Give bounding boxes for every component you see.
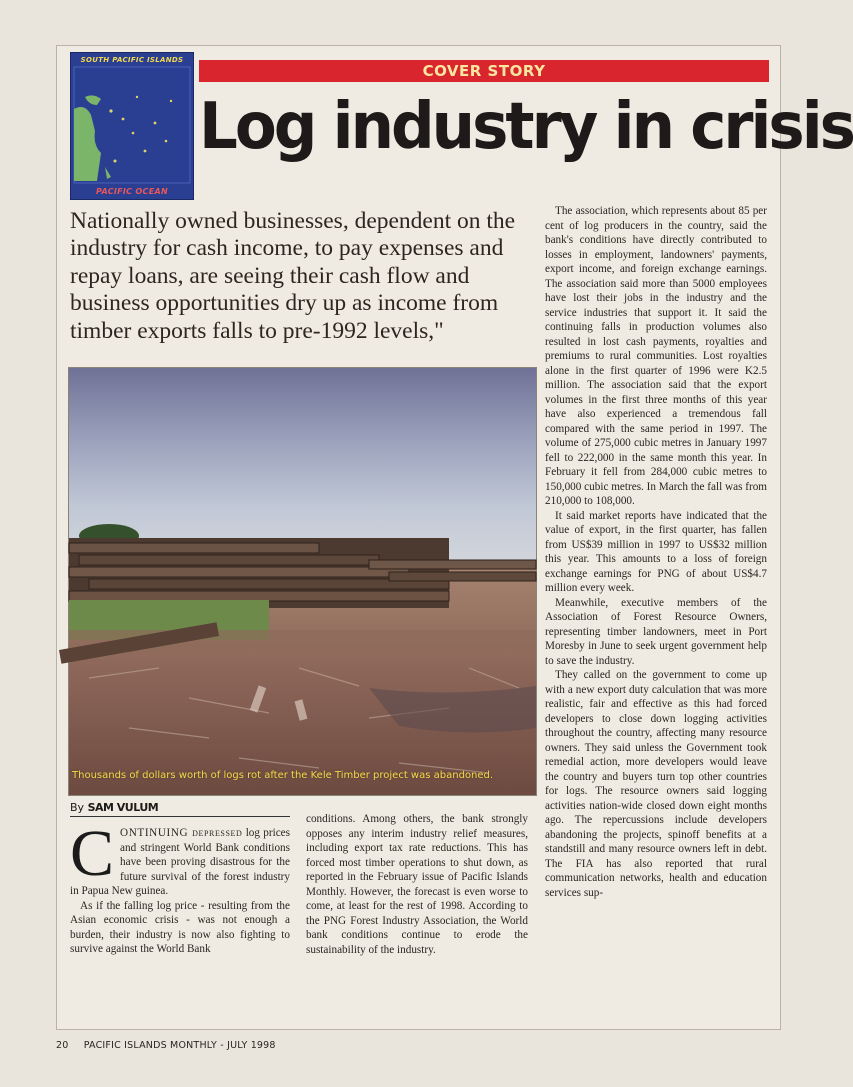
article-column-3 (545, 204, 767, 900)
article-column-1 (70, 817, 290, 957)
headline: Log industry in crisis (199, 89, 853, 164)
page-footer (56, 1040, 276, 1051)
log-pile-photo (68, 367, 537, 796)
drop-cap: C (70, 817, 115, 890)
map-graphic (71, 53, 193, 199)
lead-in: ONTINUING depressed (120, 827, 243, 839)
article-paragraph: The association, which represents about 85 per cent of log producers in the country, said the bank's conditions have directly contributed to losses in employment, landowners' payments, export income, and foreign exchange earnings. The association said more than 5000 employees have lost their jobs in the industry and the service industries that support it. It said the continuing falls in production volumes also resulted in lost cash payments, royalties and premiums to rural communities. Lost royalties alone in the first quarter of 1996 were K2.5 million. The association said that the export volumes in the first three months of this year have also experienced a tremendous fall compared with the same period in 1997. The volume of 275,000 cubic metres in January 1997 fell to 222,000 in the same month this year. In February it fell from 284,000 cubic metres to 150,000 cubic metres. In March the fall was from 210,000 to 108,000. (545, 205, 767, 507)
paragraph-text: log prices and stringent World Bank conditions have been proving disastrous for the future survival of the forest industry in Papua New guinea. (70, 827, 290, 897)
article-paragraph: conditions. Among others, the bank strongly opposes any interim industry relief measures, including export tax rate reductions. This has forced most timber operations to shut down, as reported in the February issue of Pacific Islands Monthly. However, the forecast is even worse to come, at least for the rest of 1998. According to the PNG Forest Industry Association, the World bank conditions continue to erode the sustainability of the industry. (306, 813, 528, 956)
map-bottom-label: PACIFIC OCEAN (96, 187, 168, 196)
byline-prefix: By (70, 801, 85, 814)
article-paragraph: They called on the government to come up with a new export duty calculation that was more realistic, fair and effective as this had forced developers to close down logging activities throughout the country, affecting many resource owners. They said unless the Government took remedial action, more developers would leave the country and buyers turn top other countries for logs. The resource owners said logging activities nation-wide closed down eight months ago. The repercussions include developers abandoning the projects, spinoff benefits at a standstill and many resource owners left in debt. The FIA has also reported that rural communication networks, health and education services sup- (545, 669, 767, 899)
article-paragraph: It said market reports have indicated that the value of export, in the first quarter, has fallen from US$39 million in 1997 to US$32 million this year. This amounts to a loss of foreign exchange earnings for PNG of about US$4.7 million every week. (545, 509, 767, 594)
publication-name: PACIFIC ISLANDS MONTHLY - JULY 1998 (83, 1040, 276, 1051)
photo-graphic (69, 368, 536, 795)
article-paragraph: As if the falling log price - resulting from the Asian economic crisis - was not enough a burden, their industry is now also fighting to survive against the World Bank (70, 899, 290, 955)
photo-caption: Thousands of dollars worth of logs rot after the Kele Timber project was abandoned. (72, 770, 494, 781)
article-paragraph: Meanwhile, executive members of the Association of Forest Resource Owners, representing timber landowners, meet in Port Moresby in June to seek urgent government help to save the industry. (545, 596, 767, 667)
page-number: 20 (56, 1040, 69, 1051)
article-column-2 (306, 812, 528, 957)
map-top-label: SOUTH PACIFIC ISLANDS (80, 56, 184, 64)
byline (70, 801, 290, 817)
section-label: COVER STORY (199, 60, 769, 82)
pacific-map-image (70, 52, 194, 200)
pull-quote: Nationally owned businesses, dependent on the industry for cash income, to pay expenses and repay loans, are seeing their cash flow and business opportunities dry up as income from timber exports falls to pre-1992 levels," (70, 208, 516, 344)
article-paragraph (70, 817, 290, 899)
byline-author: SAM VULUM (87, 801, 159, 814)
